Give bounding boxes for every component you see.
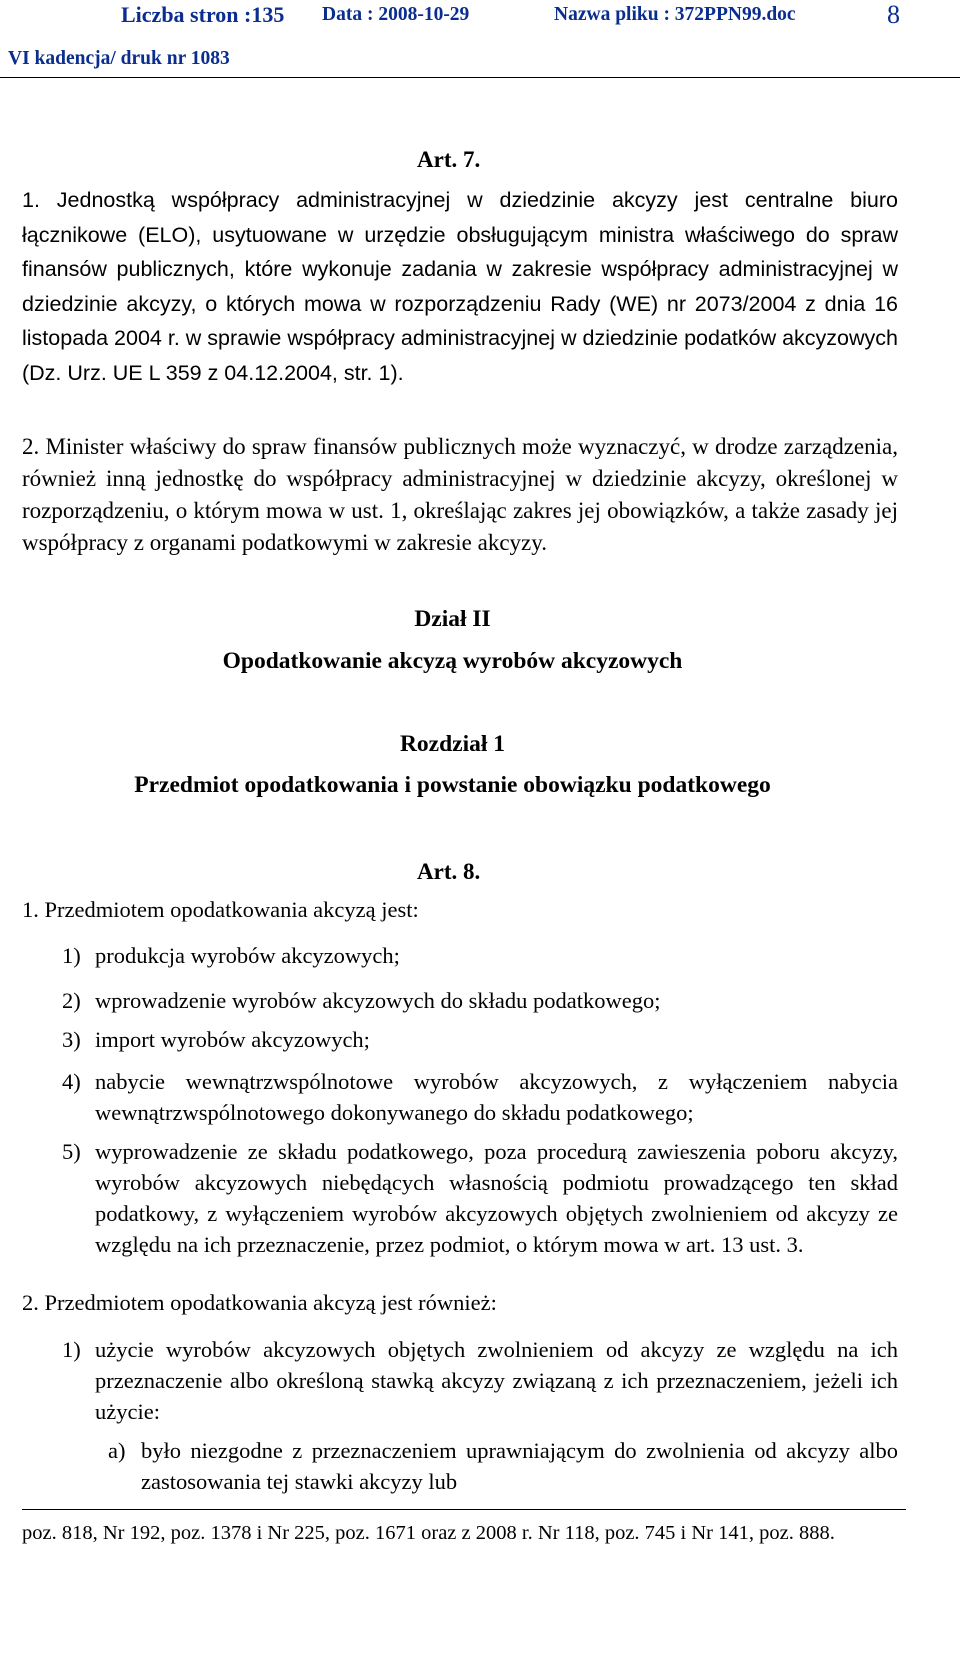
footer-rule: [22, 1509, 906, 1510]
item-text: produkcja wyrobów akcyzowych;: [95, 943, 400, 968]
header-page-number: 8: [887, 0, 900, 29]
art7-paragraph-1: 1. Jednostką współpracy administracyjnej w dziedzinie akcyzy jest centralne biuro łącznikowe (ELO), usytuowane w urzędzie obsługującym ministra właściwego do spraw finansów publicznych, które wykonuje zadania w zakresie współpracy administracyjnej w dziedzinie akcyzy, o których mowa w rozporządzeniu Rady (WE) nr 2073/2004 z dnia 16 listopada 2004 r. w sprawie współpracy administracyjnej w dziedzinie podatków akcyzowych (Dz. Urz. UE L 359 z 04.12.2004, str. 1).: [22, 188, 898, 385]
footer-text: poz. 818, Nr 192, poz. 1378 i Nr 225, poz. 1671 oraz z 2008 r. Nr 118, poz. 745 i Nr 141, poz. 888.: [22, 1522, 835, 1544]
item-text: import wyrobów akcyzowych;: [95, 1027, 370, 1052]
header-date: Data : 2008-10-29: [322, 4, 470, 25]
item-number: 4): [62, 1069, 81, 1094]
header-rule: [0, 77, 960, 78]
item-number: 5): [62, 1139, 81, 1164]
art8-ust1: 1. Przedmiotem opodatkowania akcyzą jest:: [22, 897, 419, 922]
art7-title: Art. 7.: [417, 147, 481, 172]
item-text: wprowadzenie wyrobów akcyzowych do składu podatkowego;: [95, 988, 661, 1013]
division-label: Dział II: [414, 606, 491, 632]
header-term: VI kadencja/ druk nr 1083: [8, 48, 230, 69]
item-number: 3): [62, 1027, 81, 1052]
division-title: Opodatkowanie akcyzą wyrobów akcyzowych: [222, 648, 683, 674]
item-text: użycie wyrobów akcyzowych objętych zwolnieniem od akcyzy ze względu na ich przeznaczenie albo określoną stawką akcyzy związaną z ich przeznaczeniem, jeżeli ich użycie:: [95, 1337, 898, 1424]
subitem-text: było niezgodne z przeznaczeniem uprawniającym do zwolnienia od akcyzy albo zastosowania tej stawki akcyzy lub: [141, 1438, 898, 1494]
item-text: nabycie wewnątrzwspólnotowe wyrobów akcyzowych, z wyłączeniem nabycia wewnątrzwspólnotowego dokonywanego do składu podatkowego;: [95, 1069, 898, 1125]
art8-title: Art. 8.: [417, 859, 481, 884]
header-filename: Nazwa pliku : 372PPN99.doc: [554, 4, 796, 25]
item-number: 1): [62, 1337, 81, 1362]
item-number: 1): [62, 943, 81, 968]
item-text: wyprowadzenie ze składu podatkowego, poza procedurą zawieszenia poboru akcyzy, wyrobów akcyzowych niebędących własnością podmiotu prowadzącego ten skład podatkowy, z wyłączeniem wyrobów akcyzowych objętych zwolnieniem od akcyzy ze względu na ich przeznaczenie, przez podmiot, o którym mowa w art. 13 ust. 3.: [95, 1139, 898, 1257]
header-page-count: Liczba stron :135: [121, 2, 285, 27]
chapter-label: Rozdział 1: [399, 731, 506, 757]
chapter-title: Przedmiot opodatkowania i powstanie obowiązku podatkowego: [134, 772, 771, 798]
item-number: 2): [62, 988, 81, 1013]
subitem-letter: a): [108, 1438, 126, 1463]
art7-paragraph-2: 2. Minister właściwy do spraw finansów publicznych może wyznaczyć, w drodze zarządzenia, również inną jednostkę do współpracy administracyjnej w dziedzinie akcyzy, określonej w rozporządzeniu, o którym mowa w ust. 1, określając zakres jej obowiązków, a także zasady jej współpracy z organami podatkowymi w zakresie akcyzy.: [22, 434, 898, 555]
art8-ust2: 2. Przedmiotem opodatkowania akcyzą jest również:: [22, 1290, 497, 1315]
